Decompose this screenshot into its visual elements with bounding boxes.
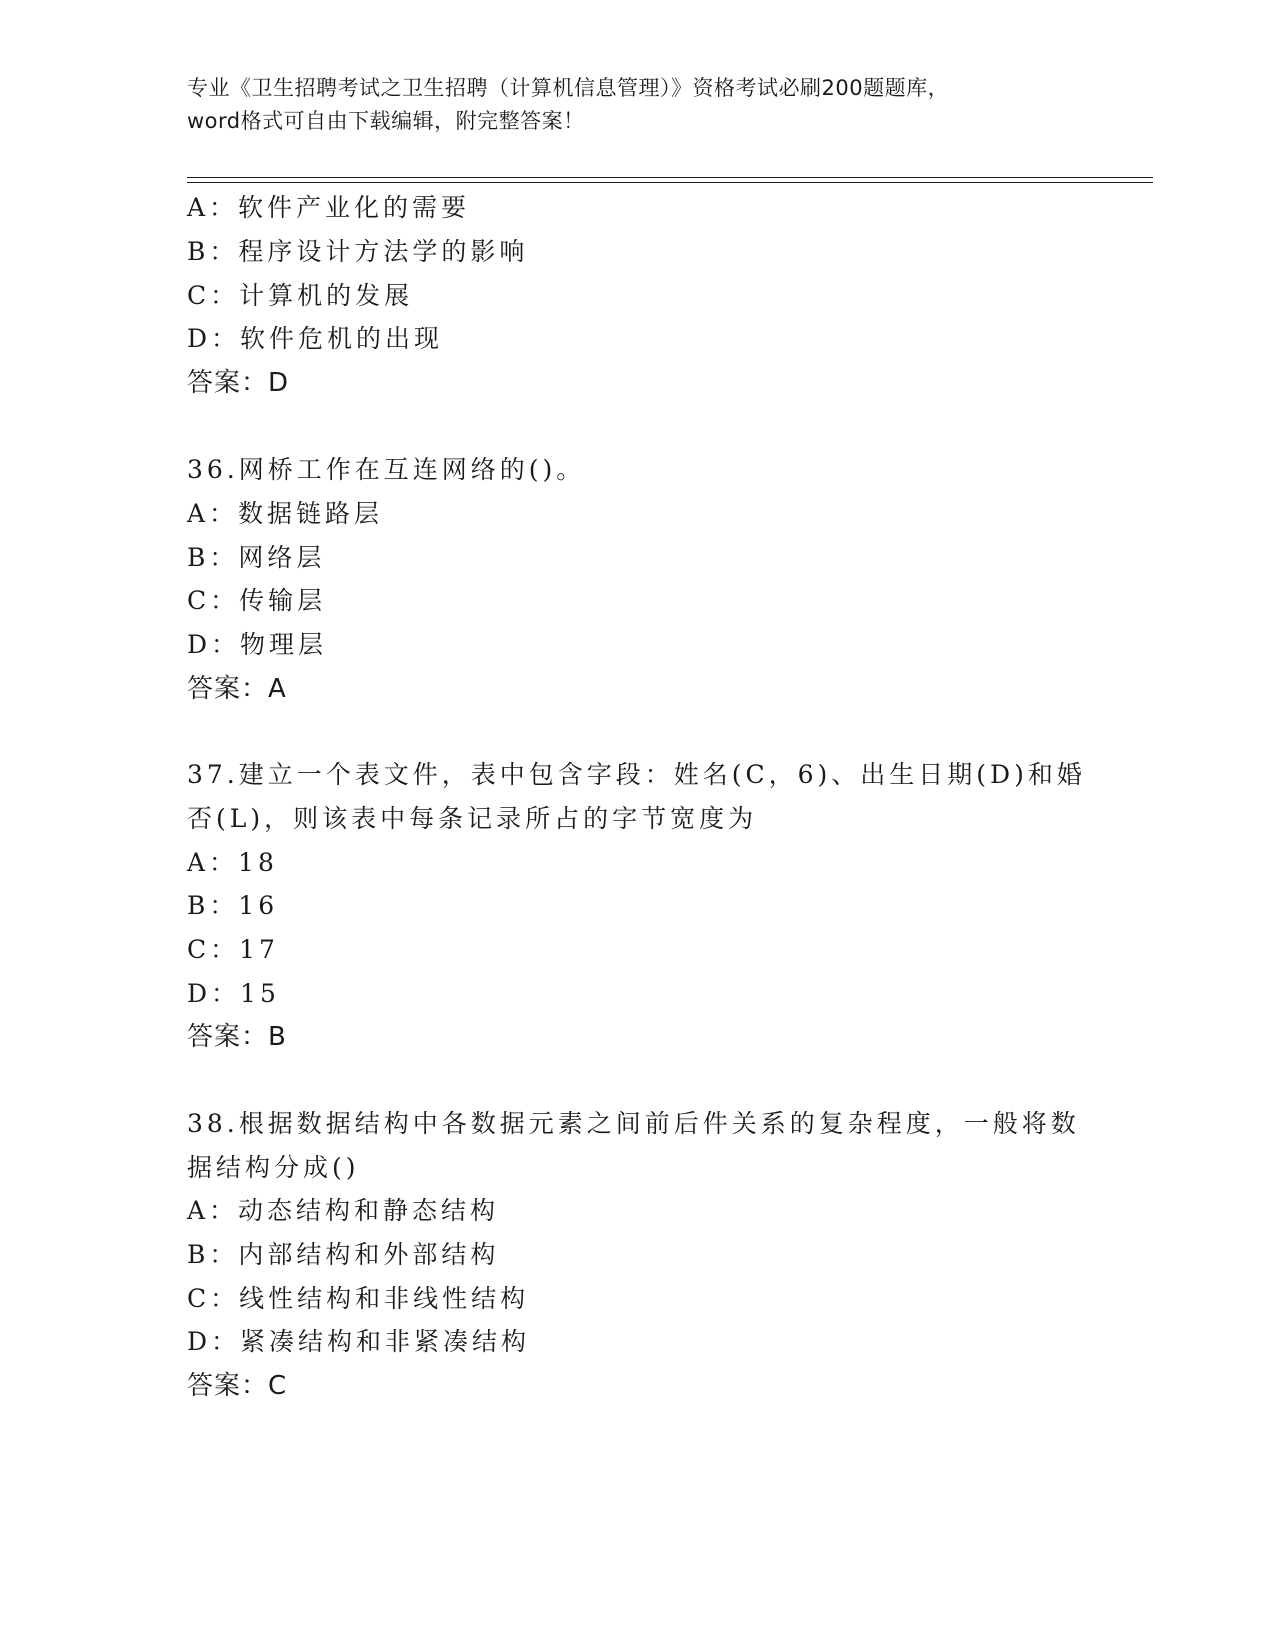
q37-question-line-1: 37.建立一个表文件，表中包含字段：姓名(C，6)、出生日期(D)和婚 [187,760,1086,789]
header-divider-bottom [187,182,1153,183]
q35-answer: 答案：D [187,368,290,398]
q38-option-a: A：动态结构和静态结构 [187,1196,500,1225]
q36-answer: 答案：A [187,674,287,704]
header-line-1: 专业《卫生招聘考试之卫生招聘（计算机信息管理）》资格考试必刷200题题库， [187,76,950,100]
q36-option-b: B：网络层 [187,543,326,572]
q38-question-line-1: 38.根据数据结构中各数据元素之间前后件关系的复杂程度，一般将数 [187,1109,1080,1138]
q37-option-b: B：16 [187,891,279,920]
q36-question: 36.网桥工作在互连网络的()。 [187,455,586,484]
q38-option-b: B：内部结构和外部结构 [187,1240,500,1269]
q35-option-d: D：软件危机的出现 [187,324,444,353]
header-line-2: word格式可自由下载编辑，附完整答案！ [187,109,585,133]
q37-option-c: C：17 [187,935,279,964]
document-header [187,72,1087,138]
q35-option-c: C：计算机的发展 [187,281,414,310]
q38-answer: 答案：C [187,1371,288,1401]
q38-option-d: D：紧凑结构和非紧凑结构 [187,1327,531,1356]
header-divider-top [187,177,1153,178]
q37-option-d: D：15 [187,979,280,1008]
q36-option-a: A：数据链路层 [187,499,384,528]
q35-option-a: A：软件产业化的需要 [187,193,471,222]
q37-answer: 答案：B [187,1022,287,1052]
q37-option-a: A：18 [187,848,278,877]
q37-question-line-2: 否(L)，则该表中每条记录所占的字节宽度为 [187,804,758,833]
q36-option-c: C：传输层 [187,586,327,615]
q36-option-d: D：物理层 [187,630,328,659]
q35-option-b: B：程序设计方法学的影响 [187,237,529,266]
q38-option-c: C：线性结构和非线性结构 [187,1284,530,1313]
q38-question-line-2: 据结构分成() [187,1153,360,1182]
